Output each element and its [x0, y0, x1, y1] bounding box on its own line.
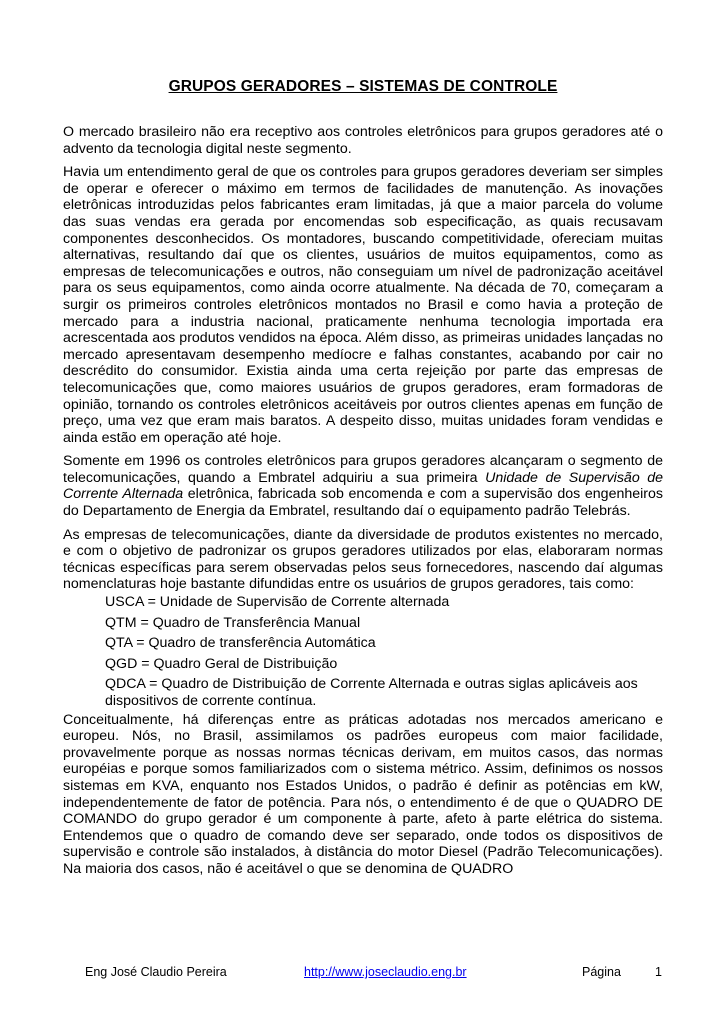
- paragraph-embratel-part-b: eletrônica, fabricada sob encomenda e com a supervisão dos engenheiros do Departamento de Energia da Embratel, resultando daí o equipamento padrão Telebrás.: [63, 486, 663, 520]
- acronym-item-qdca: QDCA = Quadro de Distribuição de Corrente Alternada e outras siglas aplicáveis aos dispositivos de corrente contínua.: [105, 676, 638, 709]
- footer-page-number: 1: [655, 965, 662, 979]
- acronym-item-qtm: QTM = Quadro de Transferência Manual: [105, 614, 361, 631]
- footer-website-link[interactable]: http://www.joseclaudio.eng.br: [304, 965, 467, 979]
- footer-author: Eng José Claudio Pereira: [85, 965, 227, 979]
- page-title: GRUPOS GERADORES – SISTEMAS DE CONTROLE: [168, 78, 558, 95]
- paragraph-history: Havia um entendimento geral de que os controles para grupos geradores deveriam ser simples de operar e oferecer o máximo em termos de facilidades de manutenção. As inovações eletrônicas introduzidas pelos fabricantes eram limitadas, já que a maior parcela do volume das suas vendas era gerada por encomendas sob especificação, as quais recusavam componentes desconhecidos. Os montadores, buscando competitividade, ofereciam muitas alternativas, resultando daí que os clientes, usuários de muitos equipamentos, como as empresas de telecomunicações e outros, não conseguiam um nível de padronização aceitável para os seus equipamentos, como ainda ocorre atualmente. Na década de 70, começaram a surgir os primeiros controles eletrônicos montados no Brasil e como havia a proteção de mercado para a industria nacional, praticamente nenhuma tecnologia importada era acrescentada aos produtos vendidos na época. Além disso, as primeiras unidades lançadas no mercado apresentavam desempenho medíocre e falhas constantes, acabando por cair no descrédito do consumidor. Existia ainda uma certa rejeição por parte das empresas de telecomunicações que, como maiores usuários de grupos geradores, eram formadoras de opinião, tornando os controles eletrônicos aceitáveis por outros clientes apenas em função de preço, uma vez que eram mais baratos. A despeito disso, muitas unidades foram vendidas e ainda estão em operação até hoje.: [63, 164, 663, 446]
- paragraph-standards: As empresas de telecomunicações, diante da diversidade de produtos existentes no mercado, e com o objetivo de padronizar os grupos geradores utilizados por elas, elaboraram normas técnicas específicas para serem observadas pelos seus fornecedores, nascendo daí algumas nomenclaturas hoje bastante difundidas entre os usuários de grupos geradores, tais como:: [63, 526, 663, 593]
- acronym-item-qgd: QGD = Quadro Geral de Distribuição: [105, 655, 338, 672]
- footer-page-label: Página: [582, 965, 621, 979]
- paragraph-concepts: Conceitualmente, há diferenças entre as práticas adotadas nos mercados americano e europeu. Nós, no Brasil, assimilamos os padrões europeus com maior facilidade, provavelmente porque as nossas normas técnicas derivam, em muitos casos, das normas européias e porque somos familiarizados com o sistema métrico. Assim, definimos os nossos sistemas em KVA, enquanto nos Estados Unidos, o padrão é definir as potências em kW, independentemente de fator de potência. Para nós, o entendimento é de que o QUADRO DE COMANDO do grupo gerador é um componente à parte, afeto à parte elétrica do sistema. Entendemos que o quadro de comando deve ser separado, onde todos os dispositivos de supervisão e controle são instalados, à distância do motor Diesel (Padrão Telecomunicações). Na maioria dos casos, não é aceitável o que se denomina de QUADRO: [63, 711, 663, 877]
- paragraph-embratel: [63, 453, 663, 519]
- acronym-list: [105, 594, 663, 710]
- paragraph-intro: O mercado brasileiro não era receptivo aos controles eletrônicos para grupos geradores até o advento da tecnologia digital neste segmento.: [63, 124, 663, 157]
- paragraph-embratel-part-a: Somente em 1996 os controles eletrônicos para grupos geradores alcançaram o segmento de telecomunicações, quando a Embratel adquiriu a sua primeira: [63, 453, 663, 486]
- acronym-item-usca: USCA = Unidade de Supervisão de Corrente alternada: [105, 594, 450, 611]
- acronym-item-qta: QTA = Quadro de transferência Automática: [105, 635, 376, 652]
- paragraph-embratel-emphasis: Unidade de Supervisão de Corrente Alternada: [63, 469, 663, 503]
- document-body: [63, 124, 663, 885]
